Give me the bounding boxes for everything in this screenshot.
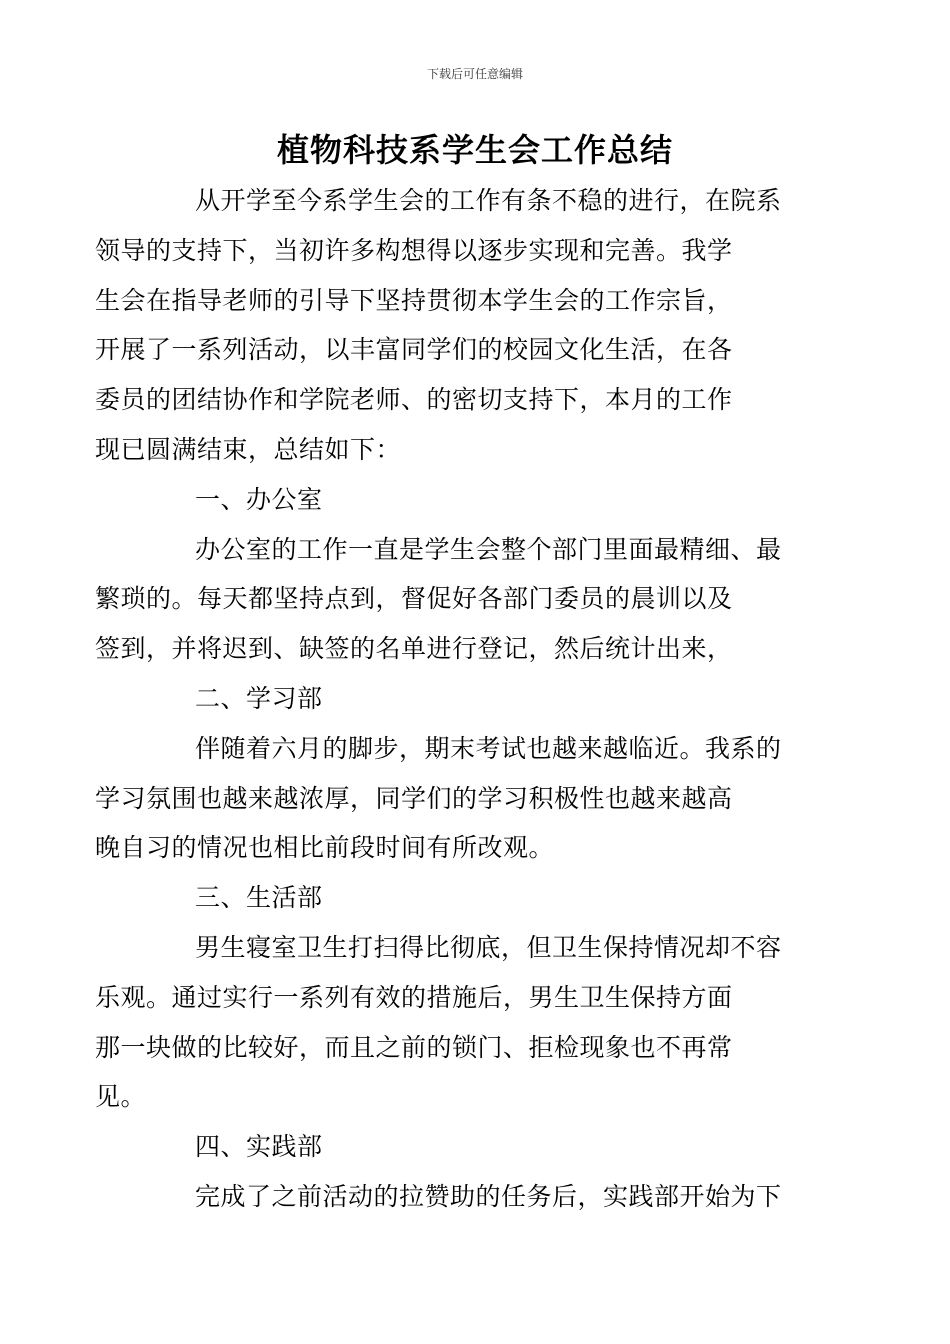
- intro-paragraph: [95, 176, 810, 475]
- text-line: 乐观。通过实行一系列有效的措施后，男生卫生保持方面: [95, 982, 733, 1012]
- text-line: 伴随着六月的脚步，期末考试也越来越临近。我系的: [195, 733, 782, 763]
- header-note: 下载后可任意编辑: [426, 67, 523, 81]
- section-paragraph-practice: [145, 1172, 810, 1222]
- text-line: 委员的团结协作和学院老师、的密切支持下，本月的工作: [95, 385, 733, 415]
- text-line: 签到，并将迟到、缺签的名单进行登记，然后统计出来，: [95, 634, 733, 664]
- section-heading-life: 三、生活部: [195, 883, 323, 913]
- text-line: 繁琐的。每天都坚持点到，督促好各部门委员的晨训以及: [95, 584, 733, 614]
- document-body: [95, 176, 810, 1222]
- document-title: 植物科技系学生会工作总结: [276, 131, 673, 169]
- text-line: 见。: [95, 1082, 147, 1112]
- text-line: 晚自习的情况也相比前段时间有所改观。: [95, 833, 555, 863]
- text-line: 现已圆满结束，总结如下：: [95, 434, 402, 464]
- section-paragraph-office: [95, 525, 810, 674]
- text-line: 生会在指导老师的引导下坚持贯彻本学生会的工作宗旨，: [95, 285, 733, 315]
- text-line: 那一块做的比较好，而且之前的锁门、拒检现象也不再常: [95, 1032, 733, 1062]
- section-paragraph-study: [95, 724, 810, 873]
- text-line: 男生寝室卫生打扫得比彻底，但卫生保持情况却不容: [195, 932, 782, 962]
- section-heading-practice: 四、实践部: [195, 1132, 323, 1162]
- section-paragraph-life: [95, 923, 810, 1122]
- text-line: 领导的支持下，当初许多构想得以逐步实现和完善。我学: [95, 235, 733, 265]
- text-line: 从开学至今系学生会的工作有条不稳的进行，在院系: [195, 186, 782, 215]
- text-line: 完成了之前活动的拉赞助的任务后，实践部开始为下: [195, 1181, 782, 1211]
- text-line: 开展了一系列活动，以丰富同学们的校园文化生活，在各: [95, 335, 733, 365]
- section-heading-study: 二、学习部: [195, 683, 323, 713]
- text-line: 学习氛围也越来越浓厚，同学们的学习积极性也越来越高: [95, 783, 733, 813]
- section-heading-office: 一、办公室: [195, 484, 323, 514]
- text-line: 办公室的工作一直是学生会整个部门里面最精细、最: [195, 534, 782, 564]
